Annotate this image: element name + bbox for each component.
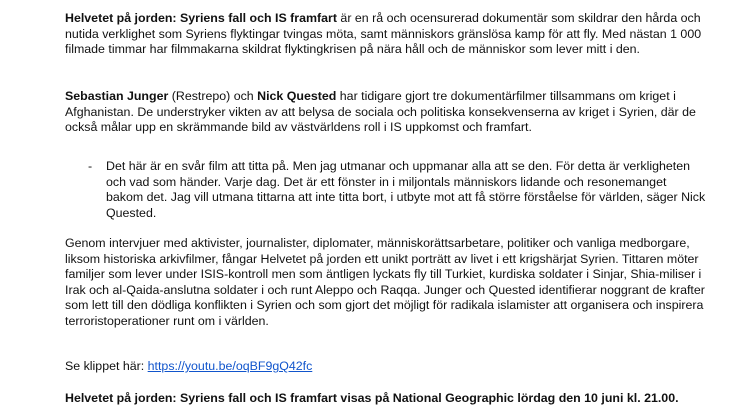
clip-label: Se klippet här: xyxy=(65,359,148,373)
documentary-title: Helvetet på jorden: Syriens fall och IS framfart xyxy=(65,11,337,25)
makers-text-1: (Restrepo) och xyxy=(168,89,258,103)
broadcast-paragraph xyxy=(65,391,705,407)
intro-paragraph xyxy=(65,11,705,58)
clip-paragraph xyxy=(65,359,705,375)
quote-text: Det här är en svår film att titta på. Men jag utmanar och uppmanar alla att se den. För detta är verkligheten och vad som händer. Varje dag. Det är ett fönster in i miljontals människors lidande och resonemanget bakom det. Jag vill utmana tittarna att inte titta bort, i utbyte mot att få större förståelse för världen, säger Nick Quested. xyxy=(106,159,706,220)
makers-text-2: har tidigare gjort tre dokumentärfilmer tillsammans om kriget i Afghanistan. De understryker vikten av att belysa de sociala och politiska konsekvenserna av kriget i Syrien, där de också målar upp en skrämmande bild av västvärldens roll i IS uppkomst och framfart. xyxy=(65,89,696,134)
intro-text: är en rå och ocensurerad dokumentär som skildrar den hårda och nutida verklighet som Syriens flyktingar tvingas möta, samt människors gränslösa kamp för att fly. Med nästan 1 000 filmade timmar har filmmakarna skildrat flyktingkrisen på nära håll och de människor som lever mitt i den. xyxy=(65,11,702,56)
youtube-link[interactable]: https://youtu.be/oqBF9gQ42fc xyxy=(147,359,313,373)
broadcast-text: Helvetet på jorden: Syriens fall och IS framfart visas på National Geographic lördag den 10 juni kl. 21.00. xyxy=(65,391,679,405)
makers-paragraph xyxy=(65,89,705,136)
maker-name-junger: Sebastian Junger xyxy=(65,89,169,103)
maker-name-quested: Nick Quested xyxy=(257,89,337,103)
dash-bullet: - xyxy=(88,159,93,173)
body-paragraph: Genom intervjuer med aktivister, journalister, diplomater, människorättsarbetare, politiker och vanliga medborgare, liksom historiska arkivfilmer, fångar Helvetet på jorden ett unikt porträtt av livet i ett krigshärjat Syrien. Tittaren möter familjer som lever under ISIS-kontroll men som äntligen lyckats fly till Turkiet, kurdiska soldater i Sinjar, Shia-miliser i Irak och al-Qaida-anslutna soldater i och runt Aleppo och Raqqa. Junger och Quested identifierar noggrant de krafter som lett till den dödliga konflikten i Syrien och som gjort det möjligt för radikala islamister att organisera och inspirera terroristoperationer runt om i världen. xyxy=(65,236,705,328)
